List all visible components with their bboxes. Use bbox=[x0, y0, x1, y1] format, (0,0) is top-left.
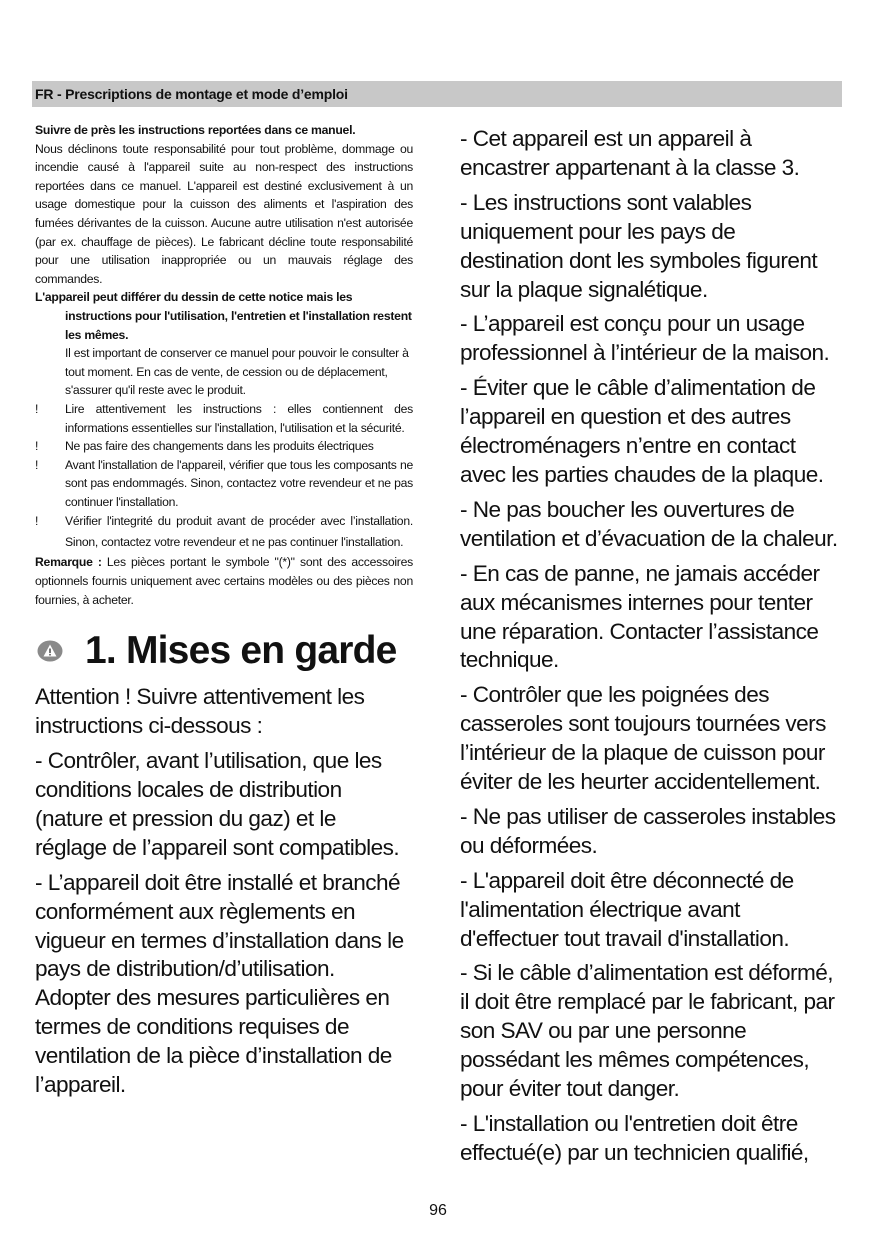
body-paragraph: - Les instructions sont valables uniquement pour les pays de destination dont les symboles figurent sur la plaque signalétique. bbox=[460, 189, 818, 302]
warning-item-text: Avant l'installation de l'appareil, vérifier que tous les composants ne sont pas endommagés. Sinon, contactez votre revendeur et ne pas continuer l'installation. bbox=[65, 457, 413, 509]
section-heading bbox=[35, 629, 413, 673]
body-paragraph: - L’appareil doit être installé et branché conformément aux règlements en vigueur en termes d’installation dans le pays de distribution/d’utilisation. Adopter des mesures particulières en termes de conditions requises de ventilation de la pièce d’installation de l’appareil. bbox=[35, 869, 404, 1098]
body-paragraph: - L'appareil doit être déconnecté de l'alimentation électrique avant d'effectuer tout travail d'installation. bbox=[460, 867, 794, 951]
exclamation-mark: ! bbox=[35, 401, 39, 416]
warning-item-text: Lire attentivement les instructions : elles contiennent des informations essentielles sur l'installation, l'utilisation et la sécurité. bbox=[65, 401, 413, 435]
body-paragraph: - Cet appareil est un appareil à encastrer appartenant à la classe 3. bbox=[460, 126, 800, 180]
left-paragraphs bbox=[35, 683, 413, 1100]
section-title: 1. Mises en garde bbox=[85, 629, 397, 673]
notice-text: Il est important de conserver ce manuel pour pouvoir le consulter à tout moment. En cas de vente, de cession ou de déplacement, s'assurer qu'il reste avec le produit. bbox=[65, 346, 409, 398]
intro-block bbox=[35, 121, 413, 609]
body-paragraph: - En cas de panne, ne jamais accéder aux mécanismes internes pour tenter une réparation. Contacter l’assistance technique. bbox=[460, 560, 820, 673]
body-paragraph: - Ne pas utiliser de casseroles instables ou déformées. bbox=[460, 803, 836, 858]
page-number: 96 bbox=[429, 1202, 447, 1219]
body-paragraph: - L’appareil est conçu pour un usage professionnel à l’intérieur de la maison. bbox=[460, 311, 830, 366]
body-paragraph: - Contrôler que les poignées des casseroles sont toujours tournées vers l’intérieur de la plaque de cuisson pour éviter de les heurter accidentellement. bbox=[460, 682, 826, 795]
notice-bold-first: L'appareil peut différer du dessin de cette notice mais les bbox=[35, 290, 353, 305]
remark-text: Les pièces portant le symbole "(*)" sont des accessoires optionnels fournis uniquement avec certains modèles ou des pièces non fournies, à acheter. bbox=[35, 555, 413, 607]
intro-lead-text: Nous déclinons toute responsabilité pour tout problème, dommage ou incendie causé à l'appareil suite au non-respect des instructions reportées dans ce manuel. L'appareil est destiné exclusivement à un usage domestique pour la cuisson des aliments et l'aspiration des fumées dérivantes de la cuisson. Aucune autre utilisation n'est autorisée (par ex. chauffage de pièces). Le fabricant décline toute responsabilité pour une utilisation inappropriée ou un mauvais réglage des commandes. bbox=[35, 141, 413, 286]
warning-item bbox=[35, 437, 413, 456]
warning-item bbox=[35, 400, 413, 437]
warning-item bbox=[35, 456, 413, 512]
body-paragraph: - Si le câble d’alimentation est déformé, il doit être remplacé par le fabricant, par son SAV ou par une personne possédant les mêmes compétences, pour éviter tout danger. bbox=[460, 960, 835, 1102]
warning-item-text: Ne pas faire des changements dans les produits électriques bbox=[65, 439, 374, 454]
notice-bold-rest: instructions pour l'utilisation, l'entretien et l'installation restent les mêmes. bbox=[65, 308, 412, 342]
notice-block bbox=[65, 307, 413, 400]
page-header: FR - Prescriptions de montage et mode d’emploi bbox=[32, 81, 842, 107]
remark-label: Remarque : bbox=[35, 555, 102, 570]
intro-lead-bold: Suivre de près les instructions reportées dans ce manuel. bbox=[35, 123, 356, 137]
body-paragraph: Attention ! Suivre attentivement les instructions ci-dessous : bbox=[35, 684, 365, 739]
body-paragraph: - Éviter que le câble d’alimentation de l’appareil en question et des autres électroménagers n’entre en contact avec les parties chaudes de la plaque. bbox=[460, 375, 824, 487]
body-paragraph: - Contrôler, avant l’utilisation, que les conditions locales de distribution (nature et pression du gaz) et le réglage de l’appareil sont compatibles. bbox=[35, 748, 400, 860]
warning-item bbox=[35, 511, 413, 553]
exclamation-mark: ! bbox=[35, 514, 39, 529]
exclamation-mark: ! bbox=[35, 439, 39, 454]
intro-paragraph bbox=[35, 121, 413, 288]
warning-item-text: Vérifier l'integrité du produit avant de procéder avec l’installation. Sinon, contactez votre revendeur et ne pas continuer l'installation. bbox=[65, 514, 413, 550]
right-column bbox=[460, 125, 842, 1174]
exclamation-mark: ! bbox=[35, 457, 39, 472]
body-paragraph: - Ne pas boucher les ouvertures de ventilation et d’évacuation de la chaleur. bbox=[460, 496, 838, 551]
body-paragraph: - L'installation ou l'entretien doit être effectué(e) par un technicien qualifié, bbox=[460, 1111, 809, 1165]
left-column bbox=[35, 121, 413, 1106]
remark-paragraph bbox=[35, 553, 413, 609]
warning-icon bbox=[37, 640, 63, 662]
